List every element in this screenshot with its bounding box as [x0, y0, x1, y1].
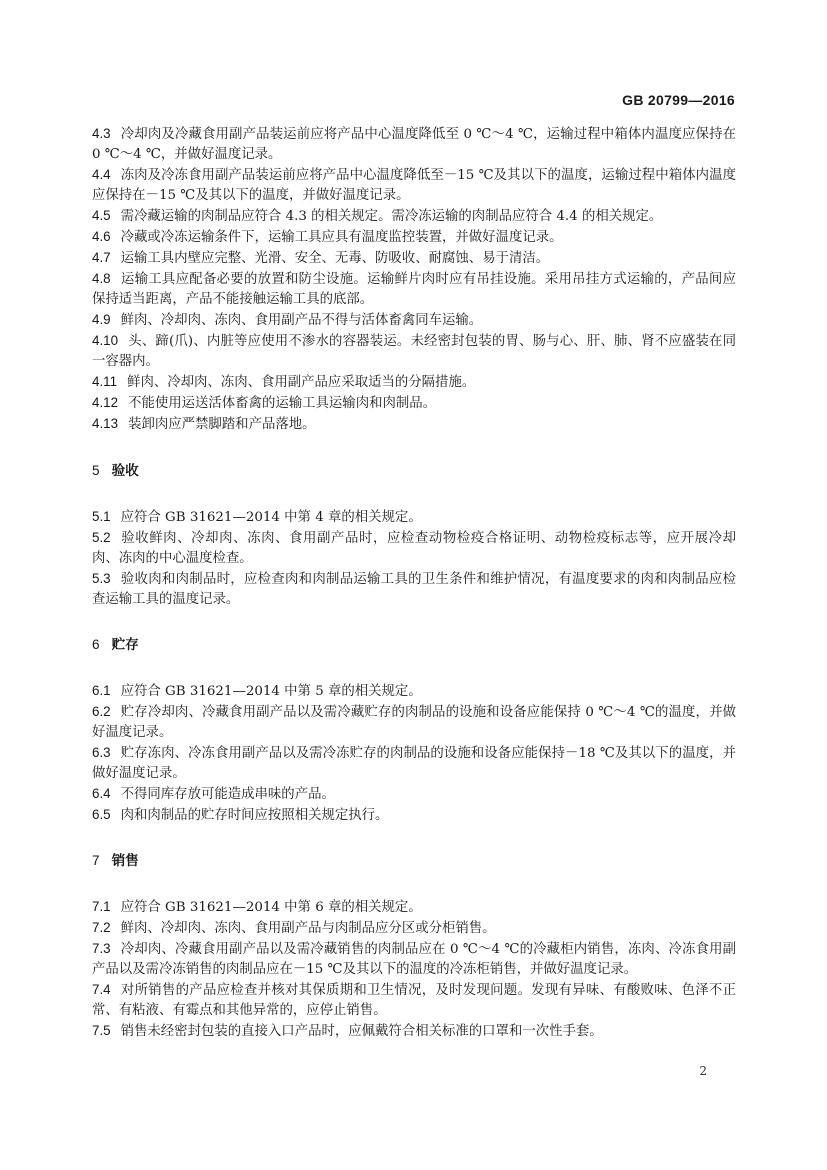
clause-paragraph — [92, 227, 736, 248]
section-number: 6 — [92, 637, 100, 652]
clause-paragraph — [92, 743, 736, 784]
clause-number: 7.1 — [92, 899, 111, 914]
clause-text: 验收鲜肉、冷却肉、冻肉、食用副产品时，应检查动物检疫合格证明、动物检疫标志等，应开展冷却肉、冻肉的中心温度检查。 — [92, 531, 736, 566]
clause-paragraph — [92, 165, 736, 206]
clause-paragraph — [92, 702, 736, 743]
document-body — [92, 124, 736, 1042]
clause-number: 6.2 — [92, 704, 111, 719]
clause-text: 应符合 GB 31621—2014 中第 5 章的相关规定。 — [120, 684, 422, 699]
clause-text: 应符合 GB 31621—2014 中第 4 章的相关规定。 — [120, 510, 422, 525]
clause-paragraph — [92, 310, 736, 331]
section-number: 5 — [92, 463, 100, 478]
clause-paragraph — [92, 805, 736, 826]
clause-number: 4.6 — [92, 229, 111, 244]
clause-paragraph — [92, 331, 736, 372]
clause-text: 验收肉和肉制品时，应检查肉和肉制品运输工具的卫生条件和维护情况，有温度要求的肉和肉制品应检查运输工具的温度记录。 — [92, 572, 736, 607]
clause-paragraph — [92, 124, 736, 165]
clause-number: 4.13 — [92, 416, 119, 431]
clause-text: 销售未经密封包装的直接入口产品时，应佩戴符合相关标准的口罩和一次性手套。 — [120, 1024, 603, 1039]
clause-number: 6.3 — [92, 745, 111, 760]
clause-text: 鲜肉、冷却肉、冻肉、食用副产品不得与活体畜禽同车运输。 — [120, 313, 483, 328]
clause-text: 对所销售的产品应检查并核对其保质期和卫生情况，及时发现问题。发现有异味、有酸败味、色泽不正常、有粘液、有霉点和其他异常的，应停止销售。 — [92, 983, 736, 1018]
clause-number: 4.10 — [92, 333, 119, 348]
clause-paragraph — [92, 784, 736, 805]
clause-number: 7.4 — [92, 982, 111, 997]
clause-paragraph — [92, 507, 736, 528]
clause-number: 4.12 — [92, 395, 119, 410]
section-number: 7 — [92, 853, 100, 868]
clause-text: 运输工具应配备必要的放置和防尘设施。运输鲜片肉时应有吊挂设施。采用吊挂方式运输的，产品间应保持适当距离，产品不能接触运输工具的底部。 — [92, 272, 736, 307]
clause-text: 鲜肉、冷却肉、冻肉、食用副产品与肉制品应分区或分柜销售。 — [120, 921, 496, 936]
clause-text: 贮存冻肉、冷冻食用副产品以及需冷冻贮存的肉制品的设施和设备应能保持－18 ℃及其以下的温度，并做好温度记录。 — [92, 746, 736, 781]
clause-text: 鲜肉、冷却肉、冻肉、食用副产品应采取适当的分隔措施。 — [127, 375, 476, 390]
clause-paragraph — [92, 206, 736, 227]
clause-number: 5.3 — [92, 571, 111, 586]
clause-text: 需冷藏运输的肉制品应符合 4.3 的相关规定。需冷冻运输的肉制品应符合 4.4 的相关规定。 — [120, 209, 663, 224]
clause-number: 7.2 — [92, 920, 111, 935]
clause-text: 头、蹄(爪)、内脏等应使用不渗水的容器装运。未经密封包装的胃、肠与心、肝、肺、肾不应盛装在同一容器内。 — [92, 334, 736, 369]
clause-number: 4.7 — [92, 250, 111, 265]
clause-number: 7.3 — [92, 941, 111, 956]
section-heading — [92, 461, 736, 481]
clause-number: 6.5 — [92, 807, 111, 822]
clause-text: 不能使用运送活体畜禽的运输工具运输肉和肉制品。 — [128, 396, 437, 411]
clause-paragraph — [92, 393, 736, 414]
clause-text: 装卸肉应严禁脚踏和产品落地。 — [128, 417, 316, 432]
clause-text: 冷却肉及冷藏食用副产品装运前应将产品中心温度降低至 0 ℃～4 ℃，运输过程中箱体内温度应保持在 0 ℃～4 ℃，并做好温度记录。 — [92, 127, 736, 162]
clause-paragraph — [92, 372, 736, 393]
section-heading — [92, 635, 736, 655]
clause-text: 冷却肉、冷藏食用副产品以及需冷藏销售的肉制品应在 0 ℃～4 ℃的冷藏柜内销售，冻肉、冷冻食用副产品以及需冷冻销售的肉制品应在－15 ℃及其以下的温度的冷冻柜销售，并做好温度记录。 — [92, 942, 736, 977]
clause-paragraph — [92, 569, 736, 610]
clause-number: 4.8 — [92, 271, 111, 286]
clause-text: 肉和肉制品的贮存时间应按照相关规定执行。 — [120, 808, 389, 823]
clause-number: 5.1 — [92, 509, 111, 524]
clause-number: 4.3 — [92, 126, 111, 141]
clause-number: 6.4 — [92, 786, 111, 801]
clause-text: 运输工具内壁应完整、光滑、安全、无毒、防吸收、耐腐蚀、易于清洁。 — [120, 251, 550, 266]
clause-text: 贮存冷却肉、冷藏食用副产品以及需冷藏贮存的肉制品的设施和设备应能保持 0 ℃～4 ℃的温度，并做好温度记录。 — [92, 705, 736, 740]
section-title: 验收 — [111, 463, 139, 479]
clause-text: 冷藏或冷冻运输条件下，运输工具应具有温度监控装置，并做好温度记录。 — [120, 230, 563, 245]
clause-text: 应符合 GB 31621—2014 中第 6 章的相关规定。 — [120, 900, 422, 915]
clause-number: 7.5 — [92, 1023, 111, 1038]
clause-number: 4.5 — [92, 208, 111, 223]
clause-paragraph — [92, 1021, 736, 1042]
section-title: 贮存 — [111, 637, 139, 653]
clause-paragraph — [92, 269, 736, 310]
clause-number: 6.1 — [92, 683, 111, 698]
clause-paragraph — [92, 414, 736, 435]
section-heading — [92, 851, 736, 871]
clause-text: 不得同库存放可能造成串味的产品。 — [120, 787, 335, 802]
clause-text: 冻肉及冷冻食用副产品装运前应将产品中心温度降低至－15 ℃及其以下的温度，运输过程中箱体内温度应保持在－15 ℃及其以下的温度，并做好温度记录。 — [92, 168, 736, 203]
clause-paragraph — [92, 528, 736, 569]
clause-number: 4.4 — [92, 167, 111, 182]
clause-paragraph — [92, 918, 736, 939]
clause-number: 4.9 — [92, 312, 111, 327]
standard-code: GB 20799—2016 — [622, 92, 735, 108]
page-number: 2 — [699, 1064, 707, 1078]
section-title: 销售 — [111, 853, 139, 869]
clause-paragraph — [92, 248, 736, 269]
clause-number: 5.2 — [92, 530, 111, 545]
clause-paragraph — [92, 681, 736, 702]
clause-paragraph — [92, 980, 736, 1021]
clause-paragraph — [92, 939, 736, 980]
clause-number: 4.11 — [92, 374, 118, 389]
clause-paragraph — [92, 897, 736, 918]
